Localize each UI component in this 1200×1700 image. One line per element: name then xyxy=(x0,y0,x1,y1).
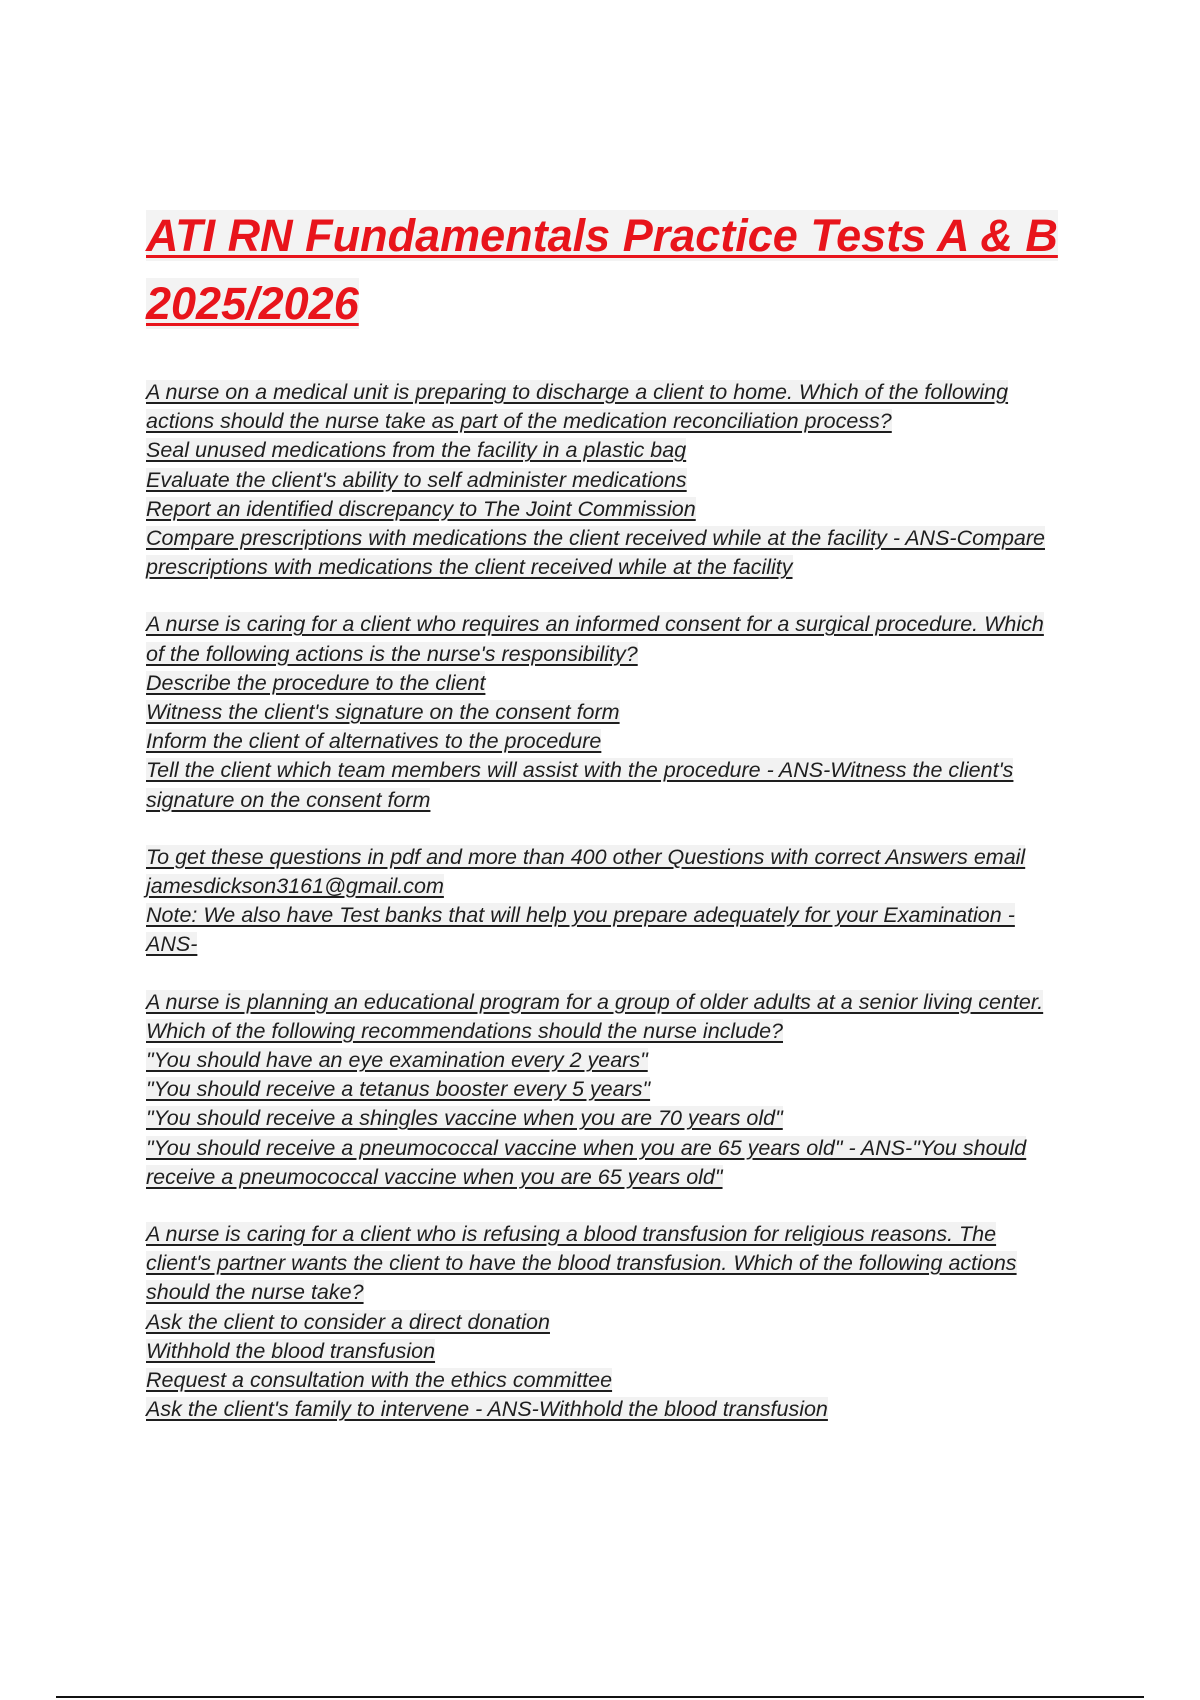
line-text: Report an identified discrepancy to The Joint Commission xyxy=(146,496,696,521)
text-line xyxy=(146,1249,1086,1278)
text-line xyxy=(146,553,1086,582)
text-line xyxy=(146,1104,1086,1133)
line-text: Seal unused medications from the facility in a plastic bag xyxy=(146,438,687,463)
text-line xyxy=(146,1075,1086,1104)
line-text: prescriptions with medications the client received while at the facility xyxy=(146,555,793,580)
line-text: receive a pneumococcal vaccine when you are 65 years old" xyxy=(146,1164,723,1189)
text-line xyxy=(146,901,1086,930)
text-line xyxy=(146,786,1086,815)
line-text: Ask the client's family to intervene - ANS-Withhold the blood transfusion xyxy=(146,1397,828,1422)
question-block xyxy=(146,378,1086,582)
line-text: A nurse on a medical unit is preparing to discharge a client to home. Which of the following xyxy=(146,380,1009,404)
text-line xyxy=(146,610,1086,639)
question-block xyxy=(146,988,1086,1192)
text-line xyxy=(146,756,1086,785)
text-line xyxy=(146,1278,1086,1307)
line-text: Which of the following recommendations should the nurse include? xyxy=(146,1018,784,1043)
line-text: of the following actions is the nurse's responsibility? xyxy=(146,641,638,666)
text-line xyxy=(146,988,1086,1017)
line-text: To get these questions in pdf and more than 400 other Questions with correct Answers email xyxy=(146,844,1026,869)
title-line-2: 2025/2026 xyxy=(146,278,359,329)
line-text: should the nurse take? xyxy=(146,1280,364,1305)
questions-list xyxy=(146,378,1086,1425)
text-line xyxy=(146,669,1086,698)
line-text: "You should have an eye examination every 2 years" xyxy=(146,1048,648,1073)
text-line xyxy=(146,1220,1086,1249)
line-text: A nurse is planning an educational program for a group of older adults at a senior living center. xyxy=(146,989,1044,1014)
line-text: Request a consultation with the ethics committee xyxy=(146,1368,613,1393)
line-text: Inform the client of alternatives to the procedure xyxy=(146,729,602,754)
text-line xyxy=(146,1046,1086,1075)
text-line xyxy=(146,524,1086,553)
line-text: Tell the client which team members will assist with the procedure - ANS-Witness the client's xyxy=(146,758,1014,783)
question-block xyxy=(146,843,1086,960)
line-text: Witness the client's signature on the consent form xyxy=(146,700,620,725)
text-line xyxy=(146,466,1086,495)
text-line xyxy=(146,1337,1086,1366)
text-line xyxy=(146,640,1086,669)
line-text: Describe the procedure to the client xyxy=(146,670,486,695)
text-line xyxy=(146,1308,1086,1337)
line-text: Evaluate the client's ability to self administer medications xyxy=(146,467,687,492)
text-line xyxy=(146,1134,1086,1163)
text-line xyxy=(146,436,1086,465)
text-line xyxy=(146,495,1086,524)
text-line xyxy=(146,698,1086,727)
line-text: Compare prescriptions with medications the client received while at the facility - ANS-Compare xyxy=(146,526,1045,551)
text-line xyxy=(146,407,1086,436)
text-line xyxy=(146,727,1086,756)
line-text: A nurse is caring for a client who is refusing a blood transfusion for religious reasons. The xyxy=(146,1222,997,1247)
line-text: jamesdickson3161@gmail.com xyxy=(146,874,444,899)
line-text: "You should receive a shingles vaccine when you are 70 years old" xyxy=(146,1106,783,1131)
text-line xyxy=(146,843,1086,872)
line-text: A nurse is caring for a client who requires an informed consent for a surgical procedure. Which xyxy=(146,612,1044,637)
line-text: Ask the client to consider a direct donation xyxy=(146,1309,550,1334)
text-line xyxy=(146,1163,1086,1192)
title-line-1: ATI RN Fundamentals Practice Tests A & B xyxy=(146,210,1058,261)
line-text: actions should the nurse take as part of the medication reconciliation process? xyxy=(146,409,892,434)
line-text: Note: We also have Test banks that will help you prepare adequately for your Examination - xyxy=(146,903,1015,928)
line-text: "You should receive a tetanus booster every 5 years" xyxy=(146,1077,651,1102)
line-text: Withhold the blood transfusion xyxy=(146,1338,436,1363)
document-content xyxy=(146,202,1086,1453)
line-text: signature on the consent form xyxy=(146,787,431,812)
text-line xyxy=(146,930,1086,959)
text-line xyxy=(146,378,1086,407)
question-block xyxy=(146,1220,1086,1424)
question-block xyxy=(146,610,1086,814)
text-line xyxy=(146,1366,1086,1395)
document-title xyxy=(146,202,1086,338)
text-line xyxy=(146,872,1086,901)
line-text: ANS- xyxy=(146,932,198,957)
footer-divider xyxy=(56,1696,1144,1698)
text-line xyxy=(146,1017,1086,1046)
line-text: client's partner wants the client to have the blood transfusion. Which of the following actions xyxy=(146,1251,1017,1276)
text-line xyxy=(146,1395,1086,1424)
line-text: "You should receive a pneumococcal vaccine when you are 65 years old" - ANS-"You should xyxy=(146,1135,1027,1160)
